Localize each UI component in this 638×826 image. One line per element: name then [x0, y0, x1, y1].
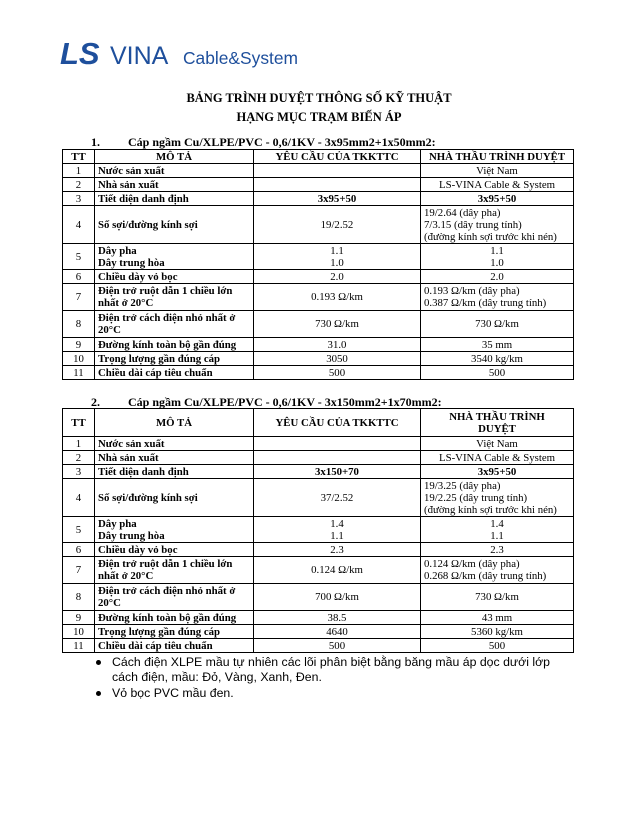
row-number: 1	[63, 437, 95, 451]
table-row	[63, 479, 574, 517]
row-description	[95, 284, 254, 311]
requirement-line: 1.4	[330, 517, 344, 530]
row-number: 11	[63, 366, 95, 380]
row-number: 8	[63, 311, 95, 338]
row-requirement: 37/2.52	[254, 479, 421, 517]
row-number: 11	[63, 639, 95, 653]
row-number: 3	[63, 465, 95, 479]
header-bidder	[421, 409, 574, 437]
description-line: Dây pha	[98, 517, 137, 530]
row-requirement	[254, 451, 421, 465]
bidder-line: 1.0	[490, 256, 504, 269]
row-requirement	[254, 164, 421, 178]
bullet-icon	[96, 691, 101, 696]
row-requirement	[254, 437, 421, 451]
row-bidder-value: 35 mm	[421, 338, 574, 352]
row-description: Số sợi/đường kính sợi	[95, 479, 254, 517]
row-description: Chiều dày vỏ bọc	[95, 270, 254, 284]
row-description: Tiết diện danh định	[95, 465, 254, 479]
bidder-line: 19/3.25 (dây pha)	[424, 479, 501, 492]
description-line: Dây pha	[98, 244, 137, 257]
row-bidder-value: 500	[421, 639, 574, 653]
row-requirement: 0.193 Ω/km	[254, 284, 421, 311]
row-bidder-value: 43 mm	[421, 611, 574, 625]
row-bidder-value: Việt Nam	[421, 437, 574, 451]
row-description: Nước sản xuất	[95, 164, 254, 178]
description-line: 20°C	[98, 597, 121, 609]
row-number: 10	[63, 625, 95, 639]
row-number: 2	[63, 451, 95, 465]
row-bidder-value	[421, 479, 574, 517]
table-row	[63, 517, 574, 543]
row-requirement: 19/2.52	[254, 206, 421, 244]
table-row	[63, 270, 574, 284]
description-line: Dây trung hòa	[98, 256, 165, 269]
bidder-line: 1.4	[490, 517, 504, 530]
table-header-row	[63, 409, 574, 437]
bidder-line: 1.1	[490, 244, 504, 257]
row-bidder-value: 3x95+50	[421, 192, 574, 206]
row-bidder-value: Việt Nam	[421, 164, 574, 178]
note-text: Vỏ bọc PVC mầu đen.	[112, 686, 234, 700]
header-description: MÔ TẢ	[95, 150, 254, 164]
table-row	[63, 465, 574, 479]
row-bidder-value: 2.3	[421, 543, 574, 557]
row-description: Chiều dài cáp tiêu chuẩn	[95, 366, 254, 380]
table-row	[63, 206, 574, 244]
table-row	[63, 639, 574, 653]
row-description: Nhà sản xuất	[95, 178, 254, 192]
row-description	[95, 244, 254, 270]
row-bidder-value: LS-VINA Cable & System	[421, 451, 574, 465]
bidder-line: 0.268 Ω/km (dây trung tính)	[424, 570, 547, 582]
header-bidder-line: NHÀ THẦU TRÌNH	[449, 410, 545, 423]
bullet-icon	[96, 660, 101, 665]
header-bidder: NHÀ THẦU TRÌNH DUYỆT	[421, 150, 574, 164]
row-requirement: 2.3	[254, 543, 421, 557]
table-row	[63, 192, 574, 206]
description-line: Điện trở ruột dẫn 1 chiều lớn	[98, 558, 233, 570]
row-description	[95, 557, 254, 584]
description-line: 20°C	[98, 324, 121, 336]
spec-table-1	[62, 149, 574, 380]
table-header-row	[63, 150, 574, 164]
row-requirement: 730 Ω/km	[254, 311, 421, 338]
header-tt: TT	[63, 409, 95, 437]
header-bidder-line: DUYỆT	[478, 422, 516, 435]
row-requirement: 500	[254, 366, 421, 380]
row-bidder-value	[421, 517, 574, 543]
row-number: 8	[63, 584, 95, 611]
note-text: Cách điện XLPE mầu tự nhiên các lõi phân biệt bằng băng mầu áp dọc dưới lớp cách điện, mầu: Đỏ, Vàng, Xanh, Đen.	[112, 655, 550, 684]
row-bidder-value: 500	[421, 366, 574, 380]
table-row	[63, 451, 574, 465]
list-item	[96, 655, 566, 685]
section-2-title: Cáp ngầm Cu/XLPE/PVC - 0,6/1KV - 3x150mm2+1x70mm2:	[128, 395, 442, 409]
row-number: 4	[63, 479, 95, 517]
row-description: Đường kính toàn bộ gần đúng	[95, 338, 254, 352]
row-bidder-value	[421, 284, 574, 311]
row-number: 7	[63, 557, 95, 584]
table-row	[63, 284, 574, 311]
row-description: Số sợi/đường kính sợi	[95, 206, 254, 244]
row-bidder-value: 2.0	[421, 270, 574, 284]
row-description: Tiết diện danh định	[95, 192, 254, 206]
bidder-line: 19/2.25 (dây trung tính)	[424, 491, 528, 504]
bidder-line: (đường kính sợi trước khi nén)	[424, 230, 557, 243]
row-description: Trọng lượng gần đúng cáp	[95, 352, 254, 366]
table-row	[63, 625, 574, 639]
table-row	[63, 244, 574, 270]
row-description: Đường kính toàn bộ gần đúng	[95, 611, 254, 625]
row-number: 2	[63, 178, 95, 192]
row-bidder-value	[421, 557, 574, 584]
header-tt: TT	[63, 150, 95, 164]
row-requirement: 2.0	[254, 270, 421, 284]
row-number: 9	[63, 611, 95, 625]
bidder-line: (đường kính sợi trước khi nén)	[424, 503, 557, 516]
document-title: BẢNG TRÌNH DUYỆT THÔNG SỐ KỸ THUẬT	[186, 91, 452, 105]
section-2-number: 2.	[91, 395, 100, 409]
row-number: 5	[63, 244, 95, 270]
table-row	[63, 437, 574, 451]
row-bidder-value: 3540 kg/km	[421, 352, 574, 366]
header-requirement: YÊU CẦU CỦA TKKTTC	[254, 409, 421, 437]
requirement-line: 1.1	[330, 244, 344, 257]
row-requirement: 4640	[254, 625, 421, 639]
bidder-line: 19/2.64 (dây pha)	[424, 206, 501, 219]
description-line: nhất ở 20°C	[98, 297, 154, 309]
description-line: Điện trở ruột dẫn 1 chiều lớn	[98, 285, 233, 297]
section-1-number: 1.	[91, 135, 100, 149]
row-number: 6	[63, 543, 95, 557]
row-number: 9	[63, 338, 95, 352]
row-bidder-value	[421, 244, 574, 270]
row-bidder-value: 730 Ω/km	[421, 584, 574, 611]
table-row	[63, 352, 574, 366]
bidder-line: 0.387 Ω/km (dây trung tính)	[424, 297, 547, 309]
row-requirement	[254, 517, 421, 543]
table-row	[63, 584, 574, 611]
row-requirement: 38.5	[254, 611, 421, 625]
row-requirement: 0.124 Ω/km	[254, 557, 421, 584]
section-1-heading	[91, 135, 436, 150]
row-number: 10	[63, 352, 95, 366]
row-number: 1	[63, 164, 95, 178]
requirement-line: 1.1	[330, 529, 344, 542]
requirement-line: 1.0	[330, 256, 344, 269]
row-number: 4	[63, 206, 95, 244]
row-description	[95, 311, 254, 338]
row-requirement: 3x150+70	[254, 465, 421, 479]
bidder-line: 0.193 Ω/km (dây pha)	[424, 285, 520, 297]
section-1-title: Cáp ngầm Cu/XLPE/PVC - 0,6/1KV - 3x95mm2+1x50mm2:	[128, 135, 436, 149]
logo-cable-system: Cable&System	[183, 48, 298, 68]
logo-vina: VINA	[110, 42, 169, 70]
bidder-line: 0.124 Ω/km (dây pha)	[424, 558, 520, 570]
description-line: Dây trung hòa	[98, 529, 165, 542]
description-line: nhất ở 20°C	[98, 570, 154, 582]
row-bidder-value: LS-VINA Cable & System	[421, 178, 574, 192]
list-item	[96, 686, 566, 701]
table-row	[63, 338, 574, 352]
row-bidder-value: 3x95+50	[421, 465, 574, 479]
row-number: 6	[63, 270, 95, 284]
row-requirement: 31.0	[254, 338, 421, 352]
row-description: Chiều dày vỏ bọc	[95, 543, 254, 557]
table-row	[63, 543, 574, 557]
bidder-line: 1.1	[490, 529, 504, 542]
row-requirement: 700 Ω/km	[254, 584, 421, 611]
row-description: Trọng lượng gần đúng cáp	[95, 625, 254, 639]
description-line: Điện trở cách điện nhỏ nhất ở	[98, 585, 236, 597]
table-row	[63, 366, 574, 380]
row-description: Nhà sản xuất	[95, 451, 254, 465]
row-description: Chiều dài cáp tiêu chuẩn	[95, 639, 254, 653]
row-requirement	[254, 244, 421, 270]
company-logo	[60, 36, 300, 72]
row-description	[95, 584, 254, 611]
row-requirement	[254, 178, 421, 192]
row-requirement: 3x95+50	[254, 192, 421, 206]
bidder-line: 7/3.15 (dây trung tính)	[424, 218, 522, 231]
header-description: MÔ TẢ	[95, 409, 254, 437]
row-bidder-value: 5360 kg/km	[421, 625, 574, 639]
description-line: Điện trở cách điện nhỏ nhất ở	[98, 312, 236, 324]
row-requirement: 3050	[254, 352, 421, 366]
row-description	[95, 517, 254, 543]
document-subtitle: HẠNG MỤC TRẠM BIẾN ÁP	[236, 110, 402, 124]
table-row	[63, 164, 574, 178]
row-number: 7	[63, 284, 95, 311]
row-requirement: 500	[254, 639, 421, 653]
spec-table-2	[62, 408, 574, 653]
row-description: Nước sản xuất	[95, 437, 254, 451]
table-row	[63, 557, 574, 584]
row-bidder-value: 730 Ω/km	[421, 311, 574, 338]
row-number: 5	[63, 517, 95, 543]
header-requirement: YÊU CẦU CỦA TKKTTC	[254, 150, 421, 164]
table-row	[63, 311, 574, 338]
row-bidder-value	[421, 206, 574, 244]
logo-ls: LS	[60, 36, 100, 71]
notes-list	[96, 655, 566, 702]
table-row	[63, 178, 574, 192]
row-number: 3	[63, 192, 95, 206]
table-row	[63, 611, 574, 625]
